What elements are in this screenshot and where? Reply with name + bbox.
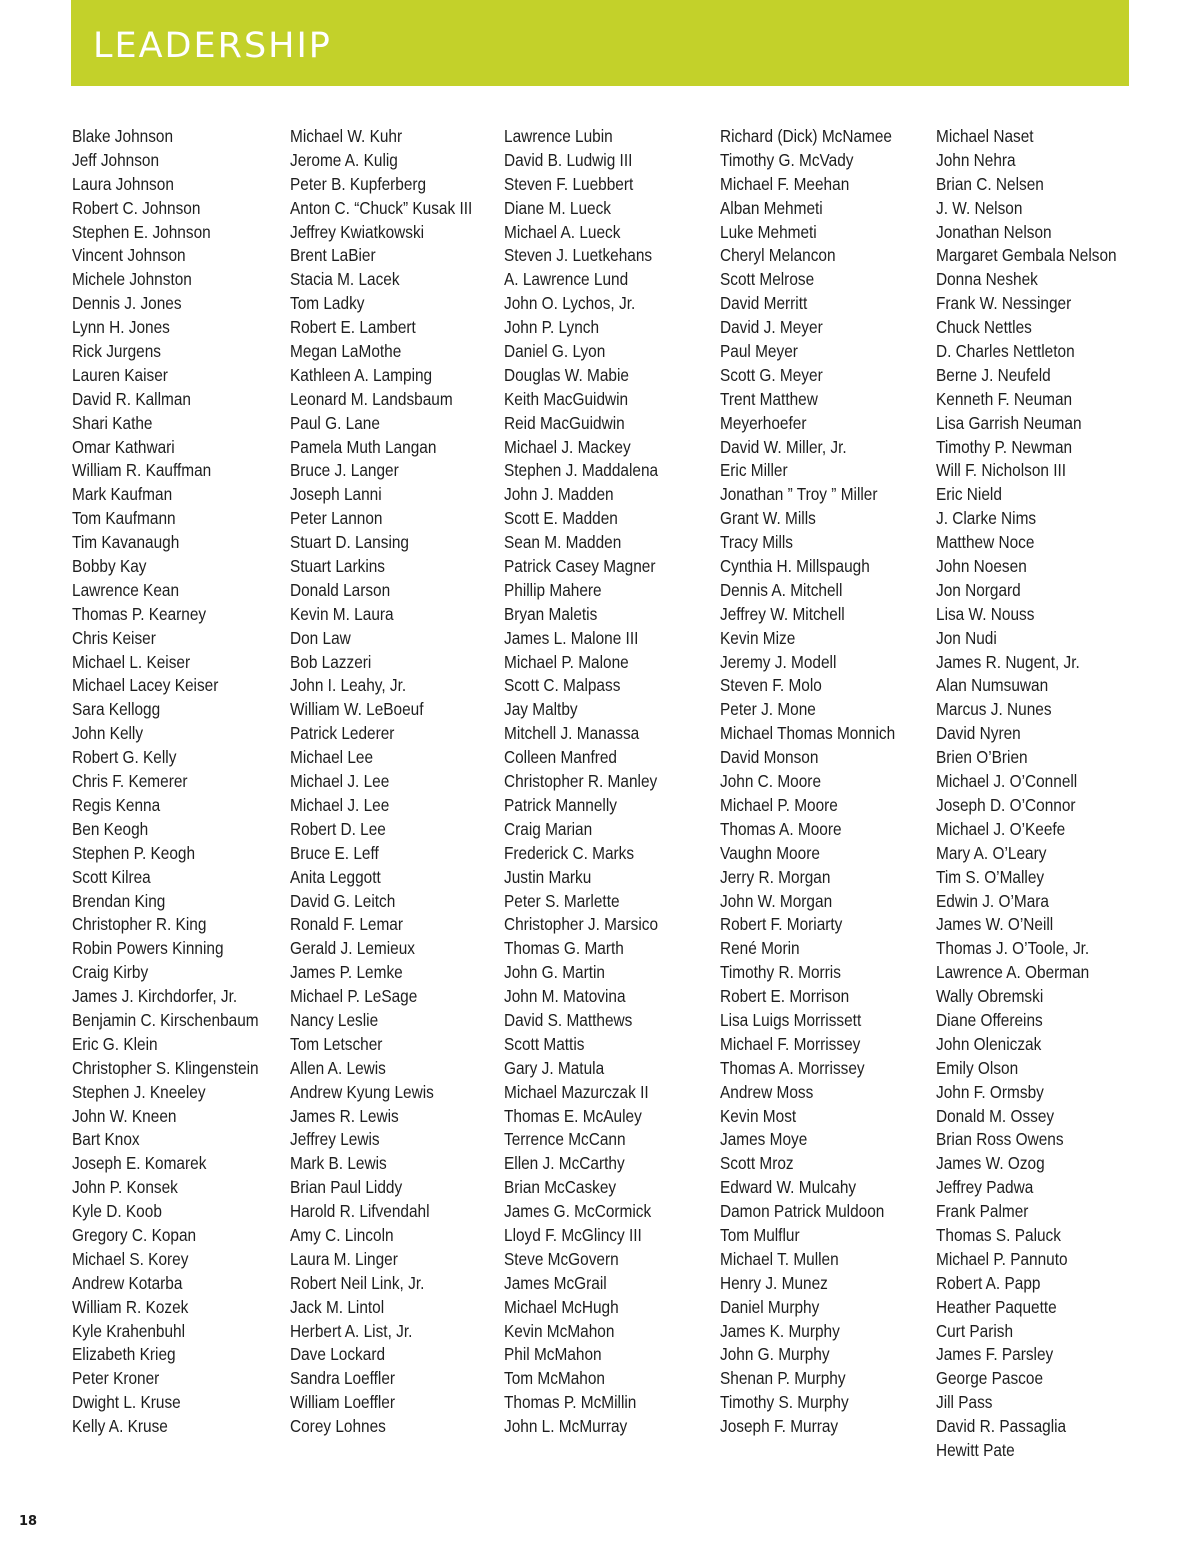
list-item: Jeffrey Lewis <box>290 1129 380 1150</box>
list-item: John Nehra <box>936 149 1016 170</box>
list-item: Patrick Mannelly <box>504 794 617 815</box>
list-item: Robert C. Johnson <box>72 197 201 218</box>
list-item: Jill Pass <box>936 1392 993 1413</box>
list-item: Brian McCaskey <box>504 1177 617 1198</box>
list-item: Cheryl Melancon <box>720 245 836 266</box>
list-item: David S. Matthews <box>504 1009 633 1030</box>
list-item: Donald Larson <box>290 579 391 600</box>
list-item: Michael Thomas Monnich <box>720 723 896 744</box>
list-item: Lloyd F. McGlincy III <box>504 1224 642 1245</box>
list-item: Tim S. O’Malley <box>936 866 1045 887</box>
name-column-4 <box>720 125 919 1439</box>
list-item: John I. Leahy, Jr. <box>290 675 407 696</box>
list-item: Jon Nudi <box>936 627 997 648</box>
list-item: Reid MacGuidwin <box>504 412 625 433</box>
list-item: Peter Kroner <box>72 1368 160 1389</box>
list-item: William R. Kauffman <box>72 460 212 481</box>
list-item: Dennis A. Mitchell <box>720 579 843 600</box>
list-item: Lisa W. Nouss <box>936 603 1035 624</box>
list-item: Peter S. Marlette <box>504 890 620 911</box>
list-item: John Kelly <box>72 723 144 744</box>
list-item: Megan LaMothe <box>290 341 402 362</box>
list-item: Scott Melrose <box>720 269 815 290</box>
list-item: John G. Murphy <box>720 1344 830 1365</box>
list-item: Nancy Leslie <box>290 1009 379 1030</box>
list-item: Timothy G. McVady <box>720 149 854 170</box>
list-item: Stephen J. Kneeley <box>72 1081 206 1102</box>
list-item: Bruce J. Langer <box>290 460 399 481</box>
list-item: Eric G. Klein <box>72 1033 158 1054</box>
list-item: Chuck Nettles <box>936 317 1032 338</box>
list-item: Justin Marku <box>504 866 592 887</box>
list-item: Alban Mehmeti <box>720 197 823 218</box>
list-item: Christopher R. Manley <box>504 771 658 792</box>
page-number: 18 <box>19 1514 38 1529</box>
list-item: John P. Konsek <box>72 1177 178 1198</box>
list-item: Gary J. Matula <box>504 1057 605 1078</box>
list-item: Trent Matthew <box>720 388 818 409</box>
list-item: Kathleen A. Lamping <box>290 364 433 385</box>
list-item: Stephen J. Maddalena <box>504 460 659 481</box>
list-item: Michael L. Keiser <box>72 651 191 672</box>
list-item: John L. McMurray <box>504 1416 628 1437</box>
list-item: Jeff Johnson <box>72 149 160 170</box>
list-item: Margaret Gembala Nelson <box>936 245 1117 266</box>
list-item: Robert A. Papp <box>936 1272 1041 1293</box>
list-item: Berne J. Neufeld <box>936 364 1051 385</box>
list-item: Tim Kavanaugh <box>72 532 180 553</box>
list-item: Andrew Kyung Lewis <box>290 1081 434 1102</box>
list-item: Emily Olson <box>936 1057 1019 1078</box>
list-item: James G. McCormick <box>504 1201 652 1222</box>
list-item: John G. Martin <box>504 962 606 983</box>
list-item: Chris F. Kemerer <box>72 771 188 792</box>
list-item: Tom Ladky <box>290 293 365 314</box>
list-item: Jeffrey Kwiatkowski <box>290 221 425 242</box>
list-item: Allen A. Lewis <box>290 1057 386 1078</box>
list-item: James W. O’Neill <box>936 914 1054 935</box>
list-item: Phil McMahon <box>504 1344 602 1365</box>
list-item: Jerry R. Morgan <box>720 866 831 887</box>
name-column-1 <box>72 125 284 1439</box>
list-item: Michael J. O’Connell <box>936 771 1078 792</box>
list-item: Don Law <box>290 627 351 648</box>
list-item: Craig Kirby <box>72 962 149 983</box>
list-item: Gerald J. Lemieux <box>290 938 415 959</box>
list-item: Mark B. Lewis <box>290 1153 387 1174</box>
list-item: Dwight L. Kruse <box>72 1392 181 1413</box>
list-item: Craig Marian <box>504 818 593 839</box>
list-item: Thomas E. McAuley <box>504 1105 642 1126</box>
list-item: Benjamin C. Kirschenbaum <box>72 1009 259 1030</box>
list-item: Andrew Moss <box>720 1081 814 1102</box>
list-item: Steven J. Luetkehans <box>504 245 653 266</box>
list-item: Brendan King <box>72 890 166 911</box>
list-item: Curt Parish <box>936 1320 1014 1341</box>
list-item: David B. Ludwig III <box>504 149 633 170</box>
list-item: Harold R. Lifvendahl <box>290 1201 430 1222</box>
list-item: Daniel Murphy <box>720 1296 820 1317</box>
list-item: Elizabeth Krieg <box>72 1344 176 1365</box>
list-item: Lisa Garrish Neuman <box>936 412 1082 433</box>
list-item: Kevin McMahon <box>504 1320 615 1341</box>
list-item: John F. Ormsby <box>936 1081 1044 1102</box>
list-item: William Loeffler <box>290 1392 395 1413</box>
list-item: Scott Kilrea <box>72 866 151 887</box>
list-item: Dennis J. Jones <box>72 293 182 314</box>
list-item: David Merritt <box>720 293 808 314</box>
list-item: Joseph D. O’Connor <box>936 794 1076 815</box>
list-item: Blake Johnson <box>72 126 174 146</box>
list-item: Sara Kellogg <box>72 699 161 720</box>
list-item: Meyerhoefer <box>720 412 807 433</box>
list-item: Douglas W. Mabie <box>504 364 629 385</box>
list-item: Michael P. Pannuto <box>936 1248 1068 1269</box>
list-item: Timothy R. Morris <box>720 962 841 983</box>
list-item: Edward W. Mulcahy <box>720 1177 857 1198</box>
list-item: George Pascoe <box>936 1368 1044 1389</box>
list-item: Omar Kathwari <box>72 436 175 457</box>
list-item: Vincent Johnson <box>72 245 186 266</box>
list-item: James Moye <box>720 1129 808 1150</box>
list-item: Kenneth F. Neuman <box>936 388 1073 409</box>
list-item: Diane Offereins <box>936 1009 1043 1030</box>
list-item: Lawrence Lubin <box>504 126 613 146</box>
list-item: Robert E. Lambert <box>290 317 416 338</box>
list-item: Sandra Loeffler <box>290 1368 396 1389</box>
list-item: Pamela Muth Langan <box>290 436 437 457</box>
list-item: Alan Numsuwan <box>936 675 1049 696</box>
list-item: Thomas A. Moore <box>720 818 842 839</box>
list-item: Donald M. Ossey <box>936 1105 1055 1126</box>
list-item: Jerome A. Kulig <box>290 149 398 170</box>
list-item: John Oleniczak <box>936 1033 1042 1054</box>
list-item: David R. Kallman <box>72 388 191 409</box>
list-item: David W. Miller, Jr. <box>720 436 847 457</box>
list-item: Scott E. Madden <box>504 508 618 529</box>
list-item: Matthew Noce <box>936 532 1035 553</box>
list-item: Stephen P. Keogh <box>72 842 196 863</box>
list-item: Jeffrey W. Mitchell <box>720 603 845 624</box>
list-item: John M. Matovina <box>504 986 626 1007</box>
list-item: Donna Neshek <box>936 269 1038 290</box>
list-item: Paul Meyer <box>720 341 798 362</box>
list-item: John P. Lynch <box>504 317 600 338</box>
list-item: James R. Lewis <box>290 1105 399 1126</box>
list-item: Peter J. Mone <box>720 699 816 720</box>
list-item: Frank W. Nessinger <box>936 293 1072 314</box>
list-item: Chris Keiser <box>72 627 156 648</box>
list-item: René Morin <box>720 938 800 959</box>
list-item: James W. Ozog <box>936 1153 1045 1174</box>
list-item: Michael T. Mullen <box>720 1248 839 1269</box>
list-item: Michael J. Lee <box>290 771 390 792</box>
list-item: Colleen Manfred <box>504 747 617 768</box>
list-item: Jeremy J. Modell <box>720 651 837 672</box>
list-item: Robin Powers Kinning <box>72 938 224 959</box>
list-item: Robert D. Lee <box>290 818 386 839</box>
list-item: Stephen E. Johnson <box>72 221 211 242</box>
list-item: David R. Passaglia <box>936 1416 1067 1437</box>
list-item: Scott Mattis <box>504 1033 585 1054</box>
list-item: Jonathan ” Troy ” Miller <box>720 484 878 505</box>
list-item: Kelly A. Kruse <box>72 1416 168 1437</box>
list-item: Patrick Casey Magner <box>504 556 656 577</box>
list-item: Jon Norgard <box>936 579 1021 600</box>
list-item: Will F. Nicholson III <box>936 460 1067 481</box>
list-item: A. Lawrence Lund <box>504 269 629 290</box>
list-item: Thomas P. McMillin <box>504 1392 637 1413</box>
list-item: David Nyren <box>936 723 1021 744</box>
list-item: Kevin Mize <box>720 627 796 648</box>
list-item: Patrick Lederer <box>290 723 395 744</box>
list-item: Michael F. Meehan <box>720 173 850 194</box>
list-item: John Noesen <box>936 556 1027 577</box>
list-item: Sean M. Madden <box>504 532 622 553</box>
list-item: Richard (Dick) McNamee <box>720 126 892 146</box>
list-item: Laura Johnson <box>72 173 174 194</box>
list-item: Steven F. Molo <box>720 675 822 696</box>
list-item: Bart Knox <box>72 1129 140 1150</box>
section-header-bar <box>71 0 1129 86</box>
list-item: Andrew Kotarba <box>72 1272 183 1293</box>
list-item: Phillip Mahere <box>504 579 602 600</box>
list-item: D. Charles Nettleton <box>936 341 1075 362</box>
section-title: LEADERSHIP <box>93 26 332 66</box>
list-item: Michael Lee <box>290 747 374 768</box>
list-item: Kevin Most <box>720 1105 797 1126</box>
list-item: Jay Maltby <box>504 699 578 720</box>
list-item: Christopher R. King <box>72 914 207 935</box>
list-item: Tom McMahon <box>504 1368 605 1389</box>
list-item: Henry J. Munez <box>720 1272 828 1293</box>
list-item: Scott G. Meyer <box>720 364 823 385</box>
list-item: David J. Meyer <box>720 317 823 338</box>
list-item: Michael P. LeSage <box>290 986 418 1007</box>
list-item: Keith MacGuidwin <box>504 388 629 409</box>
list-item: Christopher S. Klingenstein <box>72 1057 259 1078</box>
list-item: Corey Lohnes <box>290 1416 386 1437</box>
list-item: Brian Paul Liddy <box>290 1177 403 1198</box>
list-item: Bobby Kay <box>72 556 147 577</box>
list-item: Amy C. Lincoln <box>290 1224 394 1245</box>
list-item: Michael J. O’Keefe <box>936 818 1066 839</box>
list-item: Joseph Lanni <box>290 484 382 505</box>
list-item: Michael McHugh <box>504 1296 619 1317</box>
list-item: Diane M. Lueck <box>504 197 612 218</box>
list-item: J. Clarke Nims <box>936 508 1037 529</box>
list-item: Christopher J. Marsico <box>504 914 659 935</box>
list-item: Heather Paquette <box>936 1296 1057 1317</box>
list-item: Frederick C. Marks <box>504 842 635 863</box>
list-item: Leonard M. Landsbaum <box>290 388 453 409</box>
list-item: Kyle Krahenbuhl <box>72 1320 186 1341</box>
name-column-5 <box>936 125 1141 1463</box>
list-item: Dave Lockard <box>290 1344 386 1365</box>
list-item: Michael J. Lee <box>290 794 390 815</box>
list-item: Thomas A. Morrissey <box>720 1057 865 1078</box>
list-item: Laura M. Linger <box>290 1248 398 1269</box>
list-item: David Monson <box>720 747 819 768</box>
list-item: Bob Lazzeri <box>290 651 372 672</box>
name-column-2 <box>290 125 497 1439</box>
list-item: William R. Kozek <box>72 1296 189 1317</box>
list-item: Tracy Mills <box>720 532 794 553</box>
list-item: Michael W. Kuhr <box>290 126 403 146</box>
list-item: Shenan P. Murphy <box>720 1368 846 1389</box>
list-item: Ronald F. Lemar <box>290 914 403 935</box>
list-item: John O. Lychos, Jr. <box>504 293 636 314</box>
list-item: Shari Kathe <box>72 412 153 433</box>
list-item: Scott Mroz <box>720 1153 794 1174</box>
list-item: Steven F. Luebbert <box>504 173 634 194</box>
list-item: Thomas J. O’Toole, Jr. <box>936 938 1090 959</box>
list-item: Michael Naset <box>936 126 1034 146</box>
list-item: Michael Lacey Keiser <box>72 675 219 696</box>
list-item: Tom Mulflur <box>720 1224 800 1245</box>
list-item: Edwin J. O’Mara <box>936 890 1049 911</box>
list-item: Bruce E. Leff <box>290 842 379 863</box>
list-item: Brian C. Nelsen <box>936 173 1044 194</box>
list-item: Michael S. Korey <box>72 1248 189 1269</box>
list-item: David G. Leitch <box>290 890 396 911</box>
list-item: Mitchell J. Manassa <box>504 723 640 744</box>
list-item: Marcus J. Nunes <box>936 699 1052 720</box>
list-item: Ellen J. McCarthy <box>504 1153 625 1174</box>
list-item: John W. Morgan <box>720 890 833 911</box>
list-item: Timothy P. Newman <box>936 436 1073 457</box>
list-item: Joseph E. Komarek <box>72 1153 207 1174</box>
list-item: Kevin M. Laura <box>290 603 394 624</box>
list-item: Stuart Larkins <box>290 556 386 577</box>
list-item: James P. Lemke <box>290 962 403 983</box>
list-item: Michael Mazurczak II <box>504 1081 649 1102</box>
list-item: James J. Kirchdorfer, Jr. <box>72 986 238 1007</box>
list-item: Robert Neil Link, Jr. <box>290 1272 425 1293</box>
list-item: Mark Kaufman <box>72 484 173 505</box>
list-item: Michael F. Morrissey <box>720 1033 861 1054</box>
list-item: Thomas S. Paluck <box>936 1224 1061 1245</box>
name-column-3 <box>504 125 679 1439</box>
list-item: James L. Malone III <box>504 627 639 648</box>
list-item: Thomas P. Kearney <box>72 603 207 624</box>
list-item: Paul G. Lane <box>290 412 380 433</box>
list-item: Joseph F. Murray <box>720 1416 839 1437</box>
list-item: Robert F. Moriarty <box>720 914 843 935</box>
list-item: Jeffrey Padwa <box>936 1177 1034 1198</box>
list-item: Kyle D. Koob <box>72 1201 162 1222</box>
list-item: Stacia M. Lacek <box>290 269 400 290</box>
list-item: John W. Kneen <box>72 1105 177 1126</box>
list-item: Lauren Kaiser <box>72 364 168 385</box>
list-item: Michele Johnston <box>72 269 192 290</box>
list-item: Ben Keogh <box>72 818 149 839</box>
list-item: Terrence McCann <box>504 1129 626 1150</box>
list-item: Lisa Luigs Morrissett <box>720 1009 862 1030</box>
list-item: Rick Jurgens <box>72 341 162 362</box>
list-item: Damon Patrick Muldoon <box>720 1201 885 1222</box>
list-item: Gregory C. Kopan <box>72 1224 197 1245</box>
list-item: Jack M. Lintol <box>290 1296 385 1317</box>
list-item: Robert E. Morrison <box>720 986 850 1007</box>
list-item: Eric Miller <box>720 460 788 481</box>
list-item: Regis Kenna <box>72 794 161 815</box>
list-item: James F. Parsley <box>936 1344 1054 1365</box>
list-item: Steve McGovern <box>504 1248 619 1269</box>
list-item: Luke Mehmeti <box>720 221 817 242</box>
list-item: Tom Letscher <box>290 1033 383 1054</box>
list-item: Grant W. Mills <box>720 508 816 529</box>
list-item: Michael P. Moore <box>720 794 838 815</box>
list-item: Jonathan Nelson <box>936 221 1052 242</box>
list-item: Frank Palmer <box>936 1201 1029 1222</box>
list-item: Hewitt Pate <box>936 1439 1015 1460</box>
list-item: Stuart D. Lansing <box>290 532 409 553</box>
list-item: Peter Lannon <box>290 508 383 529</box>
list-item: Wally Obremski <box>936 986 1044 1007</box>
list-item: Lawrence Kean <box>72 579 180 600</box>
list-item: James K. Murphy <box>720 1320 840 1341</box>
list-item: Brent LaBier <box>290 245 376 266</box>
list-item: Brian Ross Owens <box>936 1129 1064 1150</box>
list-item: Scott C. Malpass <box>504 675 621 696</box>
list-item: Timothy S. Murphy <box>720 1392 849 1413</box>
list-item: Anton C. “Chuck” Kusak III <box>290 197 473 218</box>
list-item: Lawrence A. Oberman <box>936 962 1090 983</box>
list-item: Anita Leggott <box>290 866 381 887</box>
list-item: Vaughn Moore <box>720 842 820 863</box>
list-item: John J. Madden <box>504 484 614 505</box>
list-item: Herbert A. List, Jr. <box>290 1320 413 1341</box>
list-item: Mary A. O’Leary <box>936 842 1047 863</box>
list-item: James McGrail <box>504 1272 607 1293</box>
list-item: Robert G. Kelly <box>72 747 177 768</box>
list-item: Eric Nield <box>936 484 1002 505</box>
list-item: Thomas G. Marth <box>504 938 624 959</box>
list-item: Michael P. Malone <box>504 651 629 672</box>
list-item: Michael J. Mackey <box>504 436 631 457</box>
list-item: Michael A. Lueck <box>504 221 621 242</box>
list-item: Daniel G. Lyon <box>504 341 606 362</box>
list-item: Bryan Maletis <box>504 603 598 624</box>
list-item: Peter B. Kupferberg <box>290 173 427 194</box>
list-item: Brien O’Brien <box>936 747 1028 768</box>
list-item: Tom Kaufmann <box>72 508 176 529</box>
list-item: J. W. Nelson <box>936 197 1023 218</box>
list-item: Cynthia H. Millspaugh <box>720 556 870 577</box>
list-item: James R. Nugent, Jr. <box>936 651 1080 672</box>
list-item: William W. LeBoeuf <box>290 699 424 720</box>
list-item: Lynn H. Jones <box>72 317 170 338</box>
list-item: John C. Moore <box>720 771 822 792</box>
